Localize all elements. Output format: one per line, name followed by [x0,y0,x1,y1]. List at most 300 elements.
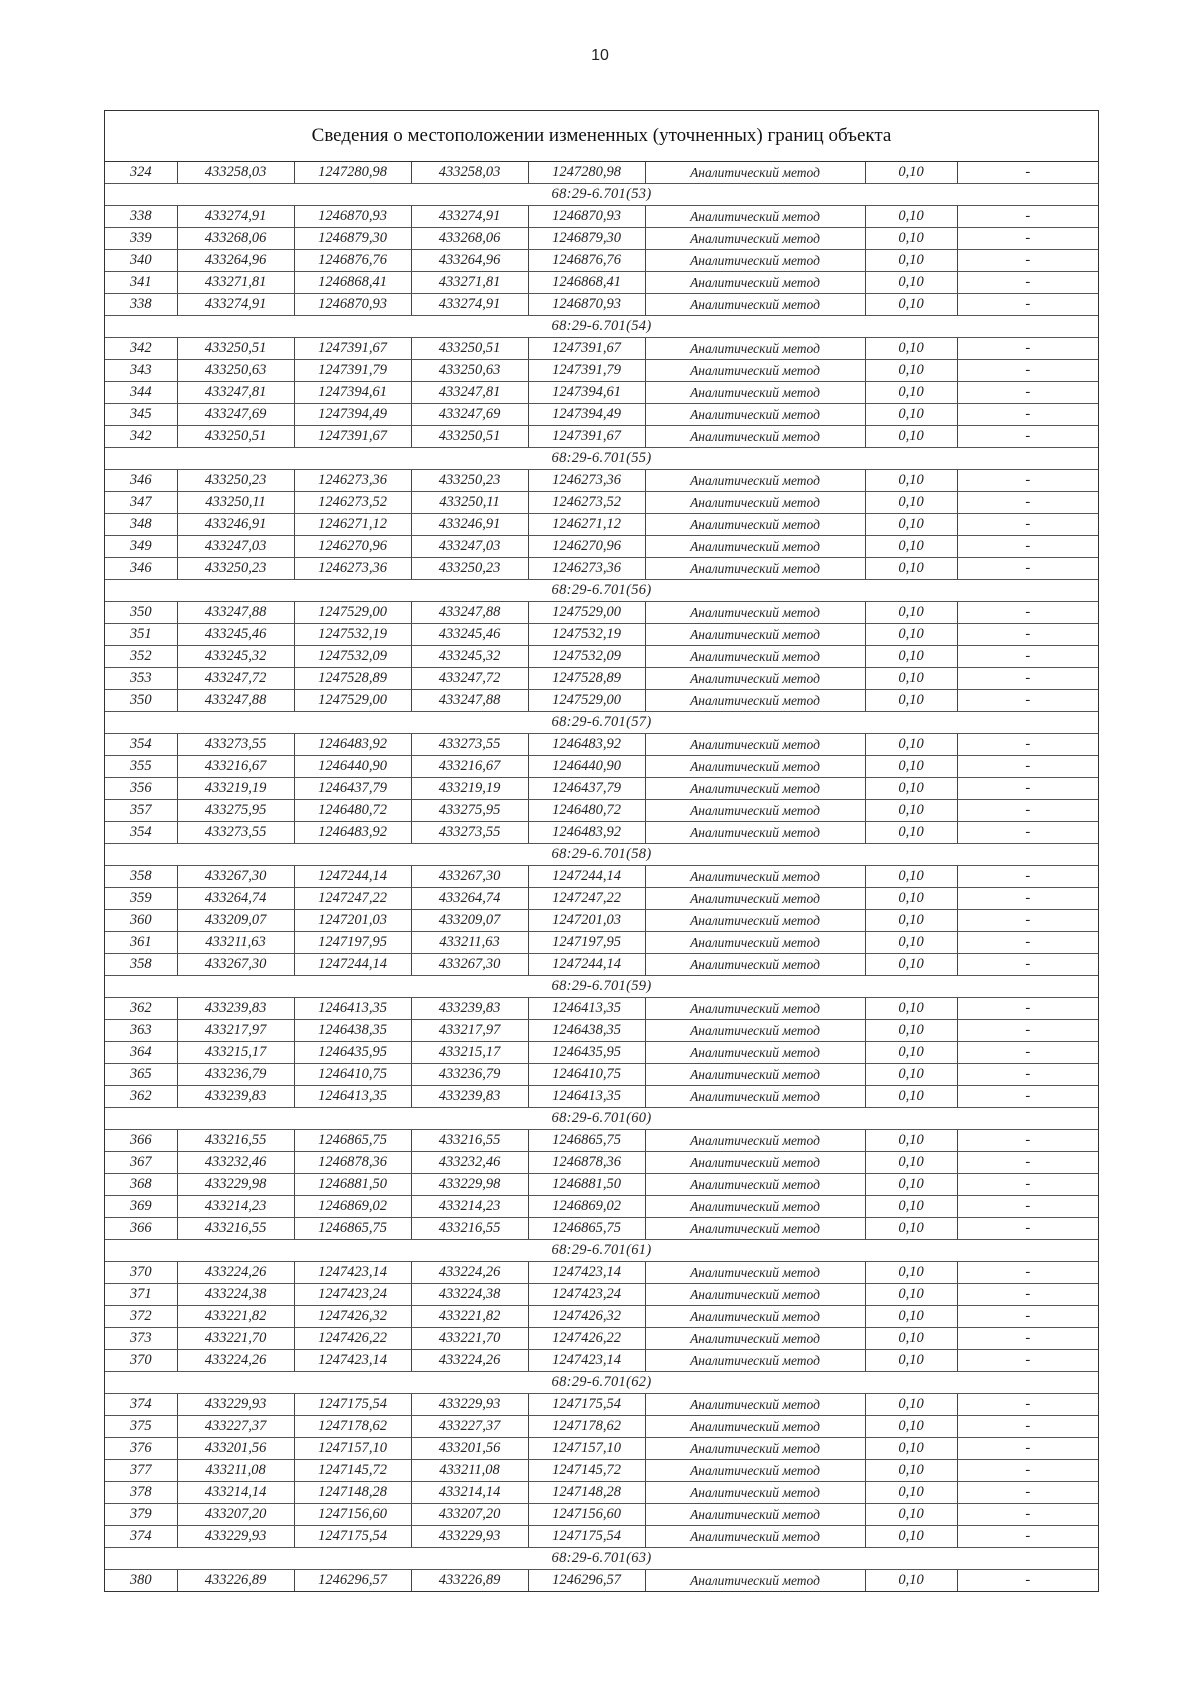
note-cell: - [957,1042,1098,1064]
table-body [105,162,1098,1591]
method-cell: Аналитический метод [645,162,865,184]
y-old-cell: 1247532,19 [294,624,411,646]
x-new-cell: 433264,96 [411,250,528,272]
y-new-cell: 1246410,75 [528,1064,645,1086]
method-cell: Аналитический метод [645,1064,865,1086]
y-new-cell: 1246435,95 [528,1042,645,1064]
y-old-cell: 1247197,95 [294,932,411,954]
accuracy-cell: 0,10 [865,624,957,646]
note-cell: - [957,250,1098,272]
note-cell: - [957,1416,1098,1438]
x-new-cell: 433221,70 [411,1328,528,1350]
x-old-cell: 433247,69 [177,404,294,426]
x-old-cell: 433245,32 [177,646,294,668]
x-new-cell: 433250,51 [411,426,528,448]
table-row [105,998,1098,1020]
x-old-cell: 433250,23 [177,470,294,492]
note-cell: - [957,338,1098,360]
y-old-cell: 1246438,35 [294,1020,411,1042]
note-cell: - [957,624,1098,646]
group-label: 68:29-6.701(59) [105,976,1098,998]
group-label: 68:29-6.701(54) [105,316,1098,338]
method-cell: Аналитический метод [645,668,865,690]
note-cell: - [957,954,1098,976]
x-new-cell: 433245,32 [411,646,528,668]
point-number-cell: 366 [105,1130,177,1152]
accuracy-cell: 0,10 [865,998,957,1020]
note-cell: - [957,514,1098,536]
x-old-cell: 433214,23 [177,1196,294,1218]
y-new-cell: 1246878,36 [528,1152,645,1174]
y-new-cell: 1247148,28 [528,1482,645,1504]
accuracy-cell: 0,10 [865,228,957,250]
table-row [105,734,1098,756]
method-cell: Аналитический метод [645,998,865,1020]
accuracy-cell: 0,10 [865,646,957,668]
accuracy-cell: 0,10 [865,822,957,844]
note-cell: - [957,1130,1098,1152]
method-cell: Аналитический метод [645,822,865,844]
boundary-table [104,110,1099,1592]
x-new-cell: 433236,79 [411,1064,528,1086]
x-old-cell: 433246,91 [177,514,294,536]
accuracy-cell: 0,10 [865,1086,957,1108]
y-new-cell: 1247426,32 [528,1306,645,1328]
note-cell: - [957,1064,1098,1086]
table-row [105,338,1098,360]
y-new-cell: 1247423,14 [528,1262,645,1284]
y-new-cell: 1246865,75 [528,1218,645,1240]
y-old-cell: 1247244,14 [294,954,411,976]
group-label: 68:29-6.701(63) [105,1548,1098,1570]
x-new-cell: 433229,93 [411,1526,528,1548]
group-row [105,316,1098,338]
note-cell: - [957,558,1098,580]
table-row [105,954,1098,976]
note-cell: - [957,756,1098,778]
table-row [105,690,1098,712]
y-new-cell: 1246868,41 [528,272,645,294]
y-new-cell: 1247145,72 [528,1460,645,1482]
method-cell: Аналитический метод [645,1218,865,1240]
y-old-cell: 1246273,36 [294,558,411,580]
table-row [105,1130,1098,1152]
y-new-cell: 1247423,24 [528,1284,645,1306]
method-cell: Аналитический метод [645,536,865,558]
y-old-cell: 1247423,14 [294,1350,411,1372]
method-cell: Аналитический метод [645,1174,865,1196]
accuracy-cell: 0,10 [865,1262,957,1284]
accuracy-cell: 0,10 [865,294,957,316]
point-number-cell: 346 [105,470,177,492]
table-row [105,558,1098,580]
method-cell: Аналитический метод [645,932,865,954]
x-old-cell: 433211,08 [177,1460,294,1482]
x-new-cell: 433271,81 [411,272,528,294]
table-row [105,1570,1098,1592]
point-number-cell: 343 [105,360,177,382]
x-old-cell: 433264,96 [177,250,294,272]
accuracy-cell: 0,10 [865,206,957,228]
point-number-cell: 374 [105,1526,177,1548]
table-row [105,1328,1098,1350]
accuracy-cell: 0,10 [865,690,957,712]
accuracy-cell: 0,10 [865,1196,957,1218]
x-old-cell: 433247,88 [177,602,294,624]
table-row [105,470,1098,492]
y-old-cell: 1247280,98 [294,162,411,184]
table-row [105,756,1098,778]
x-new-cell: 433226,89 [411,1570,528,1592]
point-number-cell: 374 [105,1394,177,1416]
point-number-cell: 339 [105,228,177,250]
y-old-cell: 1247391,67 [294,338,411,360]
point-number-cell: 341 [105,272,177,294]
y-new-cell: 1246869,02 [528,1196,645,1218]
y-old-cell: 1246440,90 [294,756,411,778]
x-old-cell: 433232,46 [177,1152,294,1174]
x-new-cell: 433211,63 [411,932,528,954]
y-new-cell: 1247394,61 [528,382,645,404]
x-old-cell: 433247,88 [177,690,294,712]
table-row [105,206,1098,228]
table-row [105,426,1098,448]
accuracy-cell: 0,10 [865,668,957,690]
point-number-cell: 354 [105,822,177,844]
accuracy-cell: 0,10 [865,272,957,294]
table-row [105,602,1098,624]
y-new-cell: 1247426,22 [528,1328,645,1350]
accuracy-cell: 0,10 [865,426,957,448]
y-new-cell: 1247175,54 [528,1394,645,1416]
y-new-cell: 1246881,50 [528,1174,645,1196]
x-new-cell: 433224,26 [411,1262,528,1284]
x-old-cell: 433267,30 [177,866,294,888]
y-old-cell: 1246879,30 [294,228,411,250]
x-new-cell: 433207,20 [411,1504,528,1526]
group-row [105,1108,1098,1130]
table-row [105,1438,1098,1460]
x-old-cell: 433215,17 [177,1042,294,1064]
x-new-cell: 433273,55 [411,822,528,844]
point-number-cell: 354 [105,734,177,756]
x-new-cell: 433250,51 [411,338,528,360]
y-new-cell: 1246271,12 [528,514,645,536]
group-label: 68:29-6.701(58) [105,844,1098,866]
y-new-cell: 1247157,10 [528,1438,645,1460]
x-old-cell: 433229,93 [177,1526,294,1548]
point-number-cell: 365 [105,1064,177,1086]
point-number-cell: 345 [105,404,177,426]
x-new-cell: 433247,69 [411,404,528,426]
note-cell: - [957,272,1098,294]
y-new-cell: 1247156,60 [528,1504,645,1526]
x-old-cell: 433274,91 [177,206,294,228]
y-old-cell: 1247529,00 [294,690,411,712]
accuracy-cell: 0,10 [865,492,957,514]
y-old-cell: 1247528,89 [294,668,411,690]
method-cell: Аналитический метод [645,1042,865,1064]
y-old-cell: 1247244,14 [294,866,411,888]
table-row [105,1284,1098,1306]
table-row [105,1460,1098,1482]
point-number-cell: 377 [105,1460,177,1482]
method-cell: Аналитический метод [645,1416,865,1438]
x-new-cell: 433229,93 [411,1394,528,1416]
note-cell: - [957,1482,1098,1504]
x-old-cell: 433250,11 [177,492,294,514]
method-cell: Аналитический метод [645,360,865,382]
y-old-cell: 1247423,14 [294,1262,411,1284]
note-cell: - [957,646,1098,668]
accuracy-cell: 0,10 [865,1526,957,1548]
method-cell: Аналитический метод [645,1438,865,1460]
note-cell: - [957,1196,1098,1218]
note-cell: - [957,778,1098,800]
x-old-cell: 433247,72 [177,668,294,690]
note-cell: - [957,1504,1098,1526]
y-old-cell: 1246876,76 [294,250,411,272]
method-cell: Аналитический метод [645,272,865,294]
method-cell: Аналитический метод [645,1020,865,1042]
table-row [105,1416,1098,1438]
point-number-cell: 368 [105,1174,177,1196]
y-old-cell: 1247394,61 [294,382,411,404]
x-new-cell: 433224,38 [411,1284,528,1306]
x-new-cell: 433250,11 [411,492,528,514]
y-old-cell: 1247201,03 [294,910,411,932]
note-cell: - [957,1460,1098,1482]
y-old-cell: 1246413,35 [294,1086,411,1108]
point-number-cell: 338 [105,294,177,316]
table-row [105,1526,1098,1548]
y-new-cell: 1247178,62 [528,1416,645,1438]
x-new-cell: 433267,30 [411,866,528,888]
y-new-cell: 1247391,79 [528,360,645,382]
x-old-cell: 433268,06 [177,228,294,250]
accuracy-cell: 0,10 [865,1152,957,1174]
x-new-cell: 433250,23 [411,470,528,492]
method-cell: Аналитический метод [645,1152,865,1174]
note-cell: - [957,360,1098,382]
y-new-cell: 1246879,30 [528,228,645,250]
y-old-cell: 1246870,93 [294,206,411,228]
x-old-cell: 433216,55 [177,1130,294,1152]
y-new-cell: 1246413,35 [528,998,645,1020]
y-old-cell: 1246865,75 [294,1218,411,1240]
x-old-cell: 433275,95 [177,800,294,822]
y-new-cell: 1247175,54 [528,1526,645,1548]
point-number-cell: 359 [105,888,177,910]
x-old-cell: 433247,81 [177,382,294,404]
y-old-cell: 1247178,62 [294,1416,411,1438]
group-row [105,184,1098,206]
table-row [105,624,1098,646]
y-new-cell: 1247244,14 [528,866,645,888]
note-cell: - [957,602,1098,624]
accuracy-cell: 0,10 [865,910,957,932]
point-number-cell: 324 [105,162,177,184]
y-new-cell: 1247391,67 [528,338,645,360]
x-new-cell: 433216,55 [411,1218,528,1240]
group-label: 68:29-6.701(56) [105,580,1098,602]
accuracy-cell: 0,10 [865,932,957,954]
accuracy-cell: 0,10 [865,1174,957,1196]
note-cell: - [957,1328,1098,1350]
x-new-cell: 433215,17 [411,1042,528,1064]
method-cell: Аналитический метод [645,800,865,822]
point-number-cell: 344 [105,382,177,404]
y-old-cell: 1246296,57 [294,1570,411,1592]
table-row [105,1306,1098,1328]
accuracy-cell: 0,10 [865,756,957,778]
y-new-cell: 1246270,96 [528,536,645,558]
y-new-cell: 1247532,19 [528,624,645,646]
accuracy-cell: 0,10 [865,536,957,558]
point-number-cell: 360 [105,910,177,932]
table-row [105,492,1098,514]
group-row [105,712,1098,734]
note-cell: - [957,1152,1098,1174]
x-old-cell: 433250,51 [177,338,294,360]
note-cell: - [957,162,1098,184]
method-cell: Аналитический метод [645,954,865,976]
accuracy-cell: 0,10 [865,1328,957,1350]
y-old-cell: 1247247,22 [294,888,411,910]
point-number-cell: 350 [105,602,177,624]
note-cell: - [957,800,1098,822]
point-number-cell: 356 [105,778,177,800]
y-old-cell: 1247532,09 [294,646,411,668]
method-cell: Аналитический метод [645,492,865,514]
point-number-cell: 348 [105,514,177,536]
x-new-cell: 433247,72 [411,668,528,690]
y-old-cell: 1247391,67 [294,426,411,448]
x-old-cell: 433271,81 [177,272,294,294]
accuracy-cell: 0,10 [865,888,957,910]
accuracy-cell: 0,10 [865,734,957,756]
method-cell: Аналитический метод [645,382,865,404]
table-row [105,1064,1098,1086]
x-old-cell: 433250,51 [177,426,294,448]
x-new-cell: 433216,55 [411,1130,528,1152]
point-number-cell: 364 [105,1042,177,1064]
table-row [105,800,1098,822]
x-new-cell: 433221,82 [411,1306,528,1328]
table-row [105,1086,1098,1108]
method-cell: Аналитический метод [645,1306,865,1328]
accuracy-cell: 0,10 [865,1394,957,1416]
y-old-cell: 1247148,28 [294,1482,411,1504]
x-new-cell: 433273,55 [411,734,528,756]
method-cell: Аналитический метод [645,1130,865,1152]
y-new-cell: 1247244,14 [528,954,645,976]
x-old-cell: 433267,30 [177,954,294,976]
point-number-cell: 358 [105,954,177,976]
point-number-cell: 363 [105,1020,177,1042]
y-new-cell: 1247532,09 [528,646,645,668]
x-new-cell: 433201,56 [411,1438,528,1460]
accuracy-cell: 0,10 [865,1130,957,1152]
group-row [105,844,1098,866]
x-new-cell: 433209,07 [411,910,528,932]
x-new-cell: 433219,19 [411,778,528,800]
method-cell: Аналитический метод [645,624,865,646]
x-old-cell: 433211,63 [177,932,294,954]
point-number-cell: 340 [105,250,177,272]
x-old-cell: 433221,70 [177,1328,294,1350]
note-cell: - [957,206,1098,228]
point-number-cell: 372 [105,1306,177,1328]
y-old-cell: 1246270,96 [294,536,411,558]
table-row [105,1350,1098,1372]
y-new-cell: 1247201,03 [528,910,645,932]
table-row [105,910,1098,932]
y-new-cell: 1247529,00 [528,602,645,624]
y-new-cell: 1246480,72 [528,800,645,822]
accuracy-cell: 0,10 [865,360,957,382]
x-new-cell: 433224,26 [411,1350,528,1372]
y-new-cell: 1246865,75 [528,1130,645,1152]
y-old-cell: 1247529,00 [294,602,411,624]
method-cell: Аналитический метод [645,602,865,624]
note-cell: - [957,1306,1098,1328]
x-old-cell: 433224,38 [177,1284,294,1306]
point-number-cell: 342 [105,426,177,448]
y-new-cell: 1247529,00 [528,690,645,712]
note-cell: - [957,294,1098,316]
y-new-cell: 1247197,95 [528,932,645,954]
table-row [105,514,1098,536]
note-cell: - [957,426,1098,448]
y-old-cell: 1247156,60 [294,1504,411,1526]
group-label: 68:29-6.701(57) [105,712,1098,734]
table-row [105,1482,1098,1504]
group-row [105,1372,1098,1394]
y-new-cell: 1246438,35 [528,1020,645,1042]
y-old-cell: 1246878,36 [294,1152,411,1174]
x-old-cell: 433247,03 [177,536,294,558]
accuracy-cell: 0,10 [865,162,957,184]
y-new-cell: 1247280,98 [528,162,645,184]
note-cell: - [957,888,1098,910]
y-new-cell: 1246870,93 [528,206,645,228]
table-row [105,1394,1098,1416]
x-new-cell: 433217,97 [411,1020,528,1042]
note-cell: - [957,1394,1098,1416]
x-old-cell: 433236,79 [177,1064,294,1086]
table-row [105,1174,1098,1196]
point-number-cell: 358 [105,866,177,888]
table-row [105,162,1098,184]
method-cell: Аналитический метод [645,294,865,316]
x-old-cell: 433229,93 [177,1394,294,1416]
table-row [105,1042,1098,1064]
method-cell: Аналитический метод [645,250,865,272]
point-number-cell: 380 [105,1570,177,1592]
y-old-cell: 1246271,12 [294,514,411,536]
note-cell: - [957,1284,1098,1306]
accuracy-cell: 0,10 [865,602,957,624]
point-number-cell: 346 [105,558,177,580]
y-new-cell: 1246296,57 [528,1570,645,1592]
x-new-cell: 433246,91 [411,514,528,536]
table-row [105,382,1098,404]
point-number-cell: 366 [105,1218,177,1240]
note-cell: - [957,1526,1098,1548]
accuracy-cell: 0,10 [865,1504,957,1526]
y-old-cell: 1247175,54 [294,1526,411,1548]
